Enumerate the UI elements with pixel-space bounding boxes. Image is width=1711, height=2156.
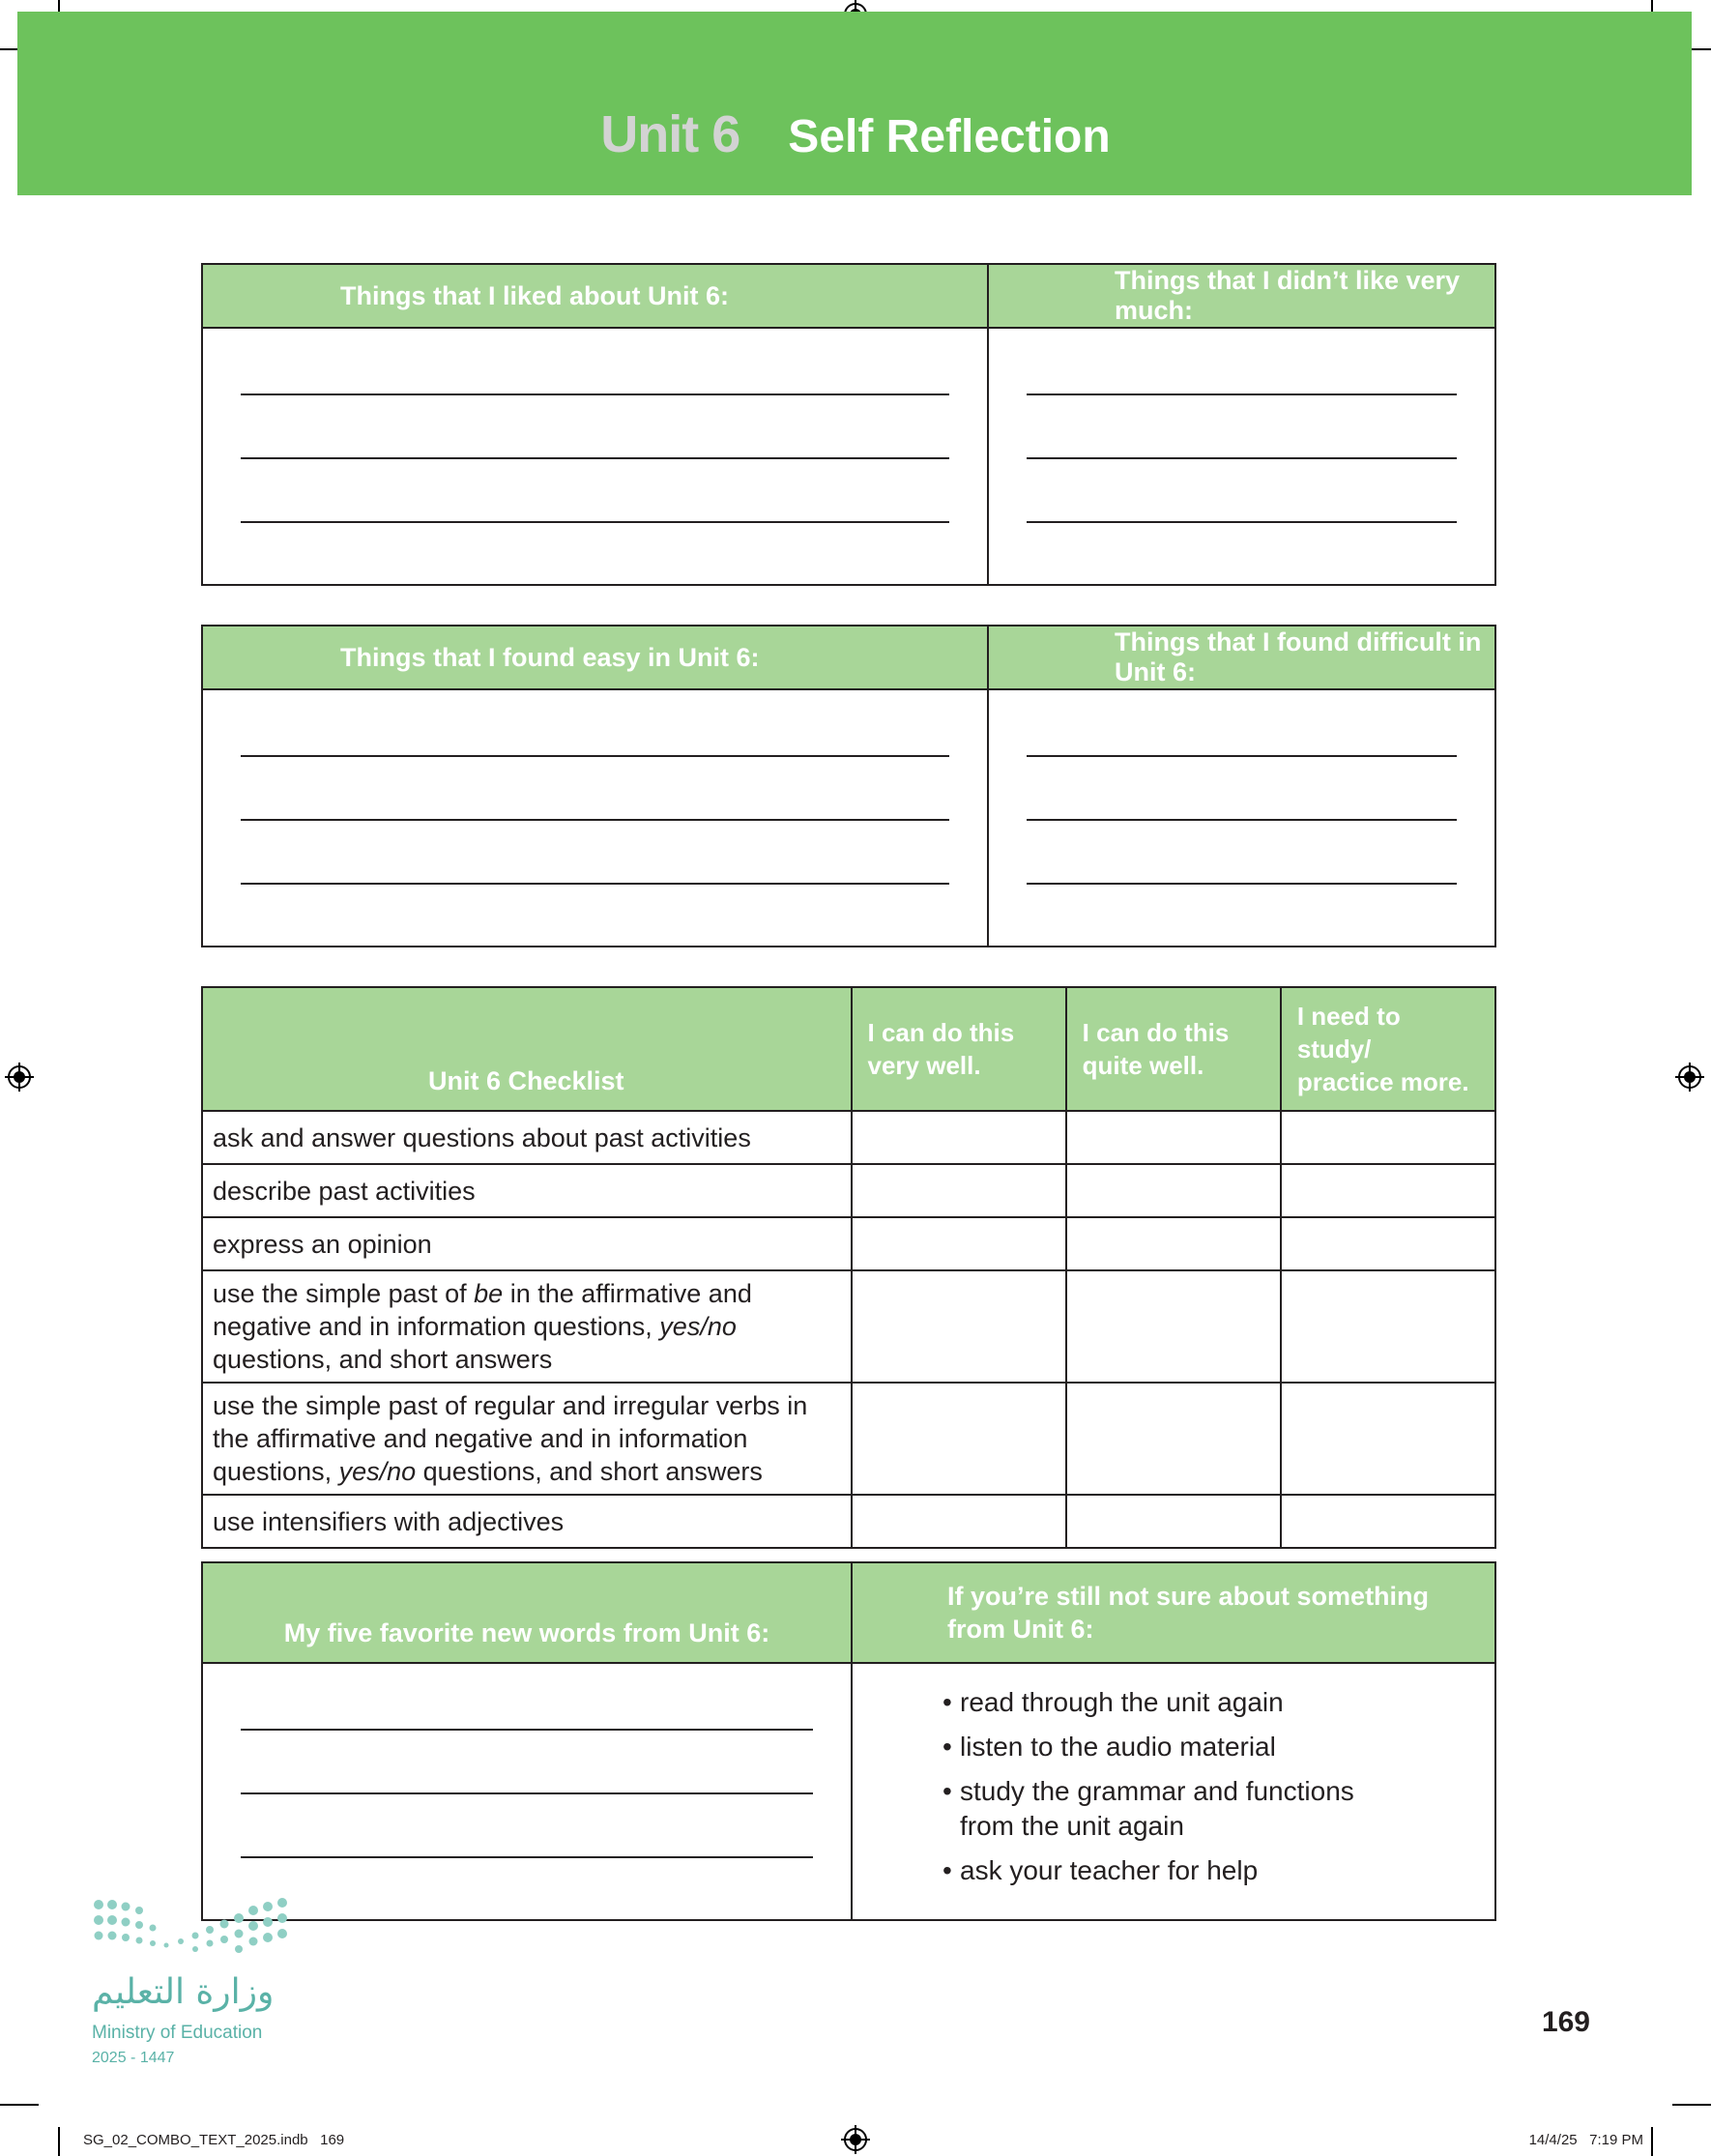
col-header-line: quite well.: [1082, 1051, 1204, 1080]
write-line: [1027, 521, 1457, 523]
tips-list: [854, 1685, 1494, 1888]
col-need-practice-header: [1281, 987, 1495, 1111]
checklist-item: ask and answer questions about past activities: [202, 1111, 852, 1164]
difficult-answer-area[interactable]: [988, 689, 1495, 947]
checkbox-cell[interactable]: [1281, 1217, 1495, 1270]
checklist-item: use intensifiers with adjectives: [202, 1495, 852, 1548]
not-sure-header: [852, 1562, 1495, 1663]
crop-mark: [1651, 2127, 1653, 2156]
header-banner: [17, 12, 1692, 195]
logo-arabic-text: وزارة التعليم: [92, 1972, 275, 2012]
crop-mark: [58, 2127, 60, 2156]
checkbox-cell[interactable]: [852, 1270, 1066, 1383]
checkbox-cell[interactable]: [852, 1217, 1066, 1270]
table-row: [202, 1495, 1495, 1548]
col-header-line: I need to study/: [1296, 1002, 1401, 1063]
item-text: questions, and short answers: [416, 1457, 763, 1486]
item-text-italic: yes/no: [659, 1312, 737, 1341]
checkbox-cell[interactable]: [1066, 1217, 1281, 1270]
item-text-italic: be: [474, 1279, 504, 1308]
checkbox-cell[interactable]: [1281, 1111, 1495, 1164]
checkbox-cell[interactable]: [1281, 1164, 1495, 1217]
checkbox-cell[interactable]: [1281, 1270, 1495, 1383]
disliked-answer-area[interactable]: [988, 328, 1495, 585]
write-line: [241, 883, 949, 885]
checkbox-cell[interactable]: [852, 1164, 1066, 1217]
crop-mark: [1672, 2104, 1711, 2106]
easy-header: Things that I found easy in Unit 6:: [202, 626, 988, 689]
favorite-words-area[interactable]: [202, 1663, 852, 1920]
page-number: 169: [1541, 2006, 1590, 2038]
table-row: [202, 1383, 1495, 1495]
item-text: questions, and short answers: [213, 1345, 553, 1374]
checkbox-cell[interactable]: [852, 1111, 1066, 1164]
checkbox-cell[interactable]: [1066, 1495, 1281, 1548]
tips-cell: [852, 1663, 1495, 1920]
registration-mark-icon: [1675, 1063, 1704, 1092]
logo-english-text: Ministry of Education: [92, 2023, 263, 2043]
checkbox-cell[interactable]: [1066, 1383, 1281, 1495]
list-item: • ask your teacher for help: [942, 1853, 1494, 1888]
favorite-words-header: My five favorite new words from Unit 6:: [202, 1562, 852, 1663]
col-header-line: I can do this: [1082, 1018, 1230, 1047]
col-header-line: practice more.: [1296, 1067, 1469, 1096]
write-line: [241, 1856, 813, 1858]
checkbox-cell[interactable]: [1281, 1383, 1495, 1495]
crop-mark: [0, 2104, 39, 2106]
checklist-title: Unit 6 Checklist: [202, 987, 852, 1111]
tip-line: study the grammar and functions: [960, 1776, 1354, 1806]
liked-disliked-table: [201, 263, 1496, 586]
item-text: use the simple past of: [213, 1279, 475, 1308]
col-quite-well-header: [1066, 987, 1281, 1111]
checklist-item: express an opinion: [202, 1217, 852, 1270]
list-item: [942, 1774, 1494, 1844]
table-row: [202, 1164, 1495, 1217]
page-title: [0, 104, 1711, 164]
liked-header: Things that I liked about Unit 6:: [202, 264, 988, 328]
checklist-item: [202, 1270, 852, 1383]
checkbox-cell[interactable]: [1066, 1164, 1281, 1217]
write-line: [241, 521, 949, 523]
item-text: use the simple past of regular and irregular verbs in the affirmative and negative and in information questions,: [213, 1391, 808, 1486]
liked-answer-area[interactable]: [202, 328, 988, 585]
table-row: [202, 1111, 1495, 1164]
table-row: [202, 1270, 1495, 1383]
list-item: • listen to the audio material: [942, 1730, 1494, 1764]
header-line: If you’re still not sure about something: [947, 1582, 1430, 1611]
ministry-logo-icon: [89, 1895, 302, 1963]
unit-number: Unit 6: [600, 105, 740, 163]
col-header-line: very well.: [867, 1051, 981, 1080]
checkbox-cell[interactable]: [1066, 1111, 1281, 1164]
registration-mark-icon: [841, 2125, 870, 2154]
disliked-header: Things that I didn’t like very much:: [988, 264, 1495, 328]
unit-checklist-table: [201, 986, 1496, 1549]
checklist-item: describe past activities: [202, 1164, 852, 1217]
checkbox-cell[interactable]: [1281, 1495, 1495, 1548]
checkbox-cell[interactable]: [852, 1383, 1066, 1495]
logo-year: 2025 - 1447: [92, 2050, 175, 2066]
tip-line: from the unit again: [960, 1811, 1184, 1841]
col-very-well-header: [852, 987, 1066, 1111]
item-text: in the affirmative and negative and in information questions,: [213, 1279, 752, 1341]
easy-answer-area[interactable]: [202, 689, 988, 947]
page-title-text: Self Reflection: [788, 111, 1111, 162]
registration-mark-icon: [5, 1063, 34, 1092]
col-header-line: I can do this: [867, 1018, 1015, 1047]
header-line: from Unit 6:: [947, 1615, 1094, 1644]
footer-file-info: SG_02_COMBO_TEXT_2025.indb 169: [83, 2132, 345, 2148]
words-tips-table: [201, 1561, 1496, 1921]
checkbox-cell[interactable]: [1066, 1270, 1281, 1383]
item-text-italic: yes/no: [338, 1457, 417, 1486]
footer-date: 14/4/25 7:19 PM: [1528, 2132, 1643, 2148]
checkbox-cell[interactable]: [852, 1495, 1066, 1548]
table-row: [202, 1217, 1495, 1270]
list-item: • read through the unit again: [942, 1685, 1494, 1720]
checklist-item: [202, 1383, 852, 1495]
write-line: [1027, 883, 1457, 885]
difficult-header: Things that I found difficult in Unit 6:: [988, 626, 1495, 689]
easy-difficult-table: [201, 625, 1496, 947]
